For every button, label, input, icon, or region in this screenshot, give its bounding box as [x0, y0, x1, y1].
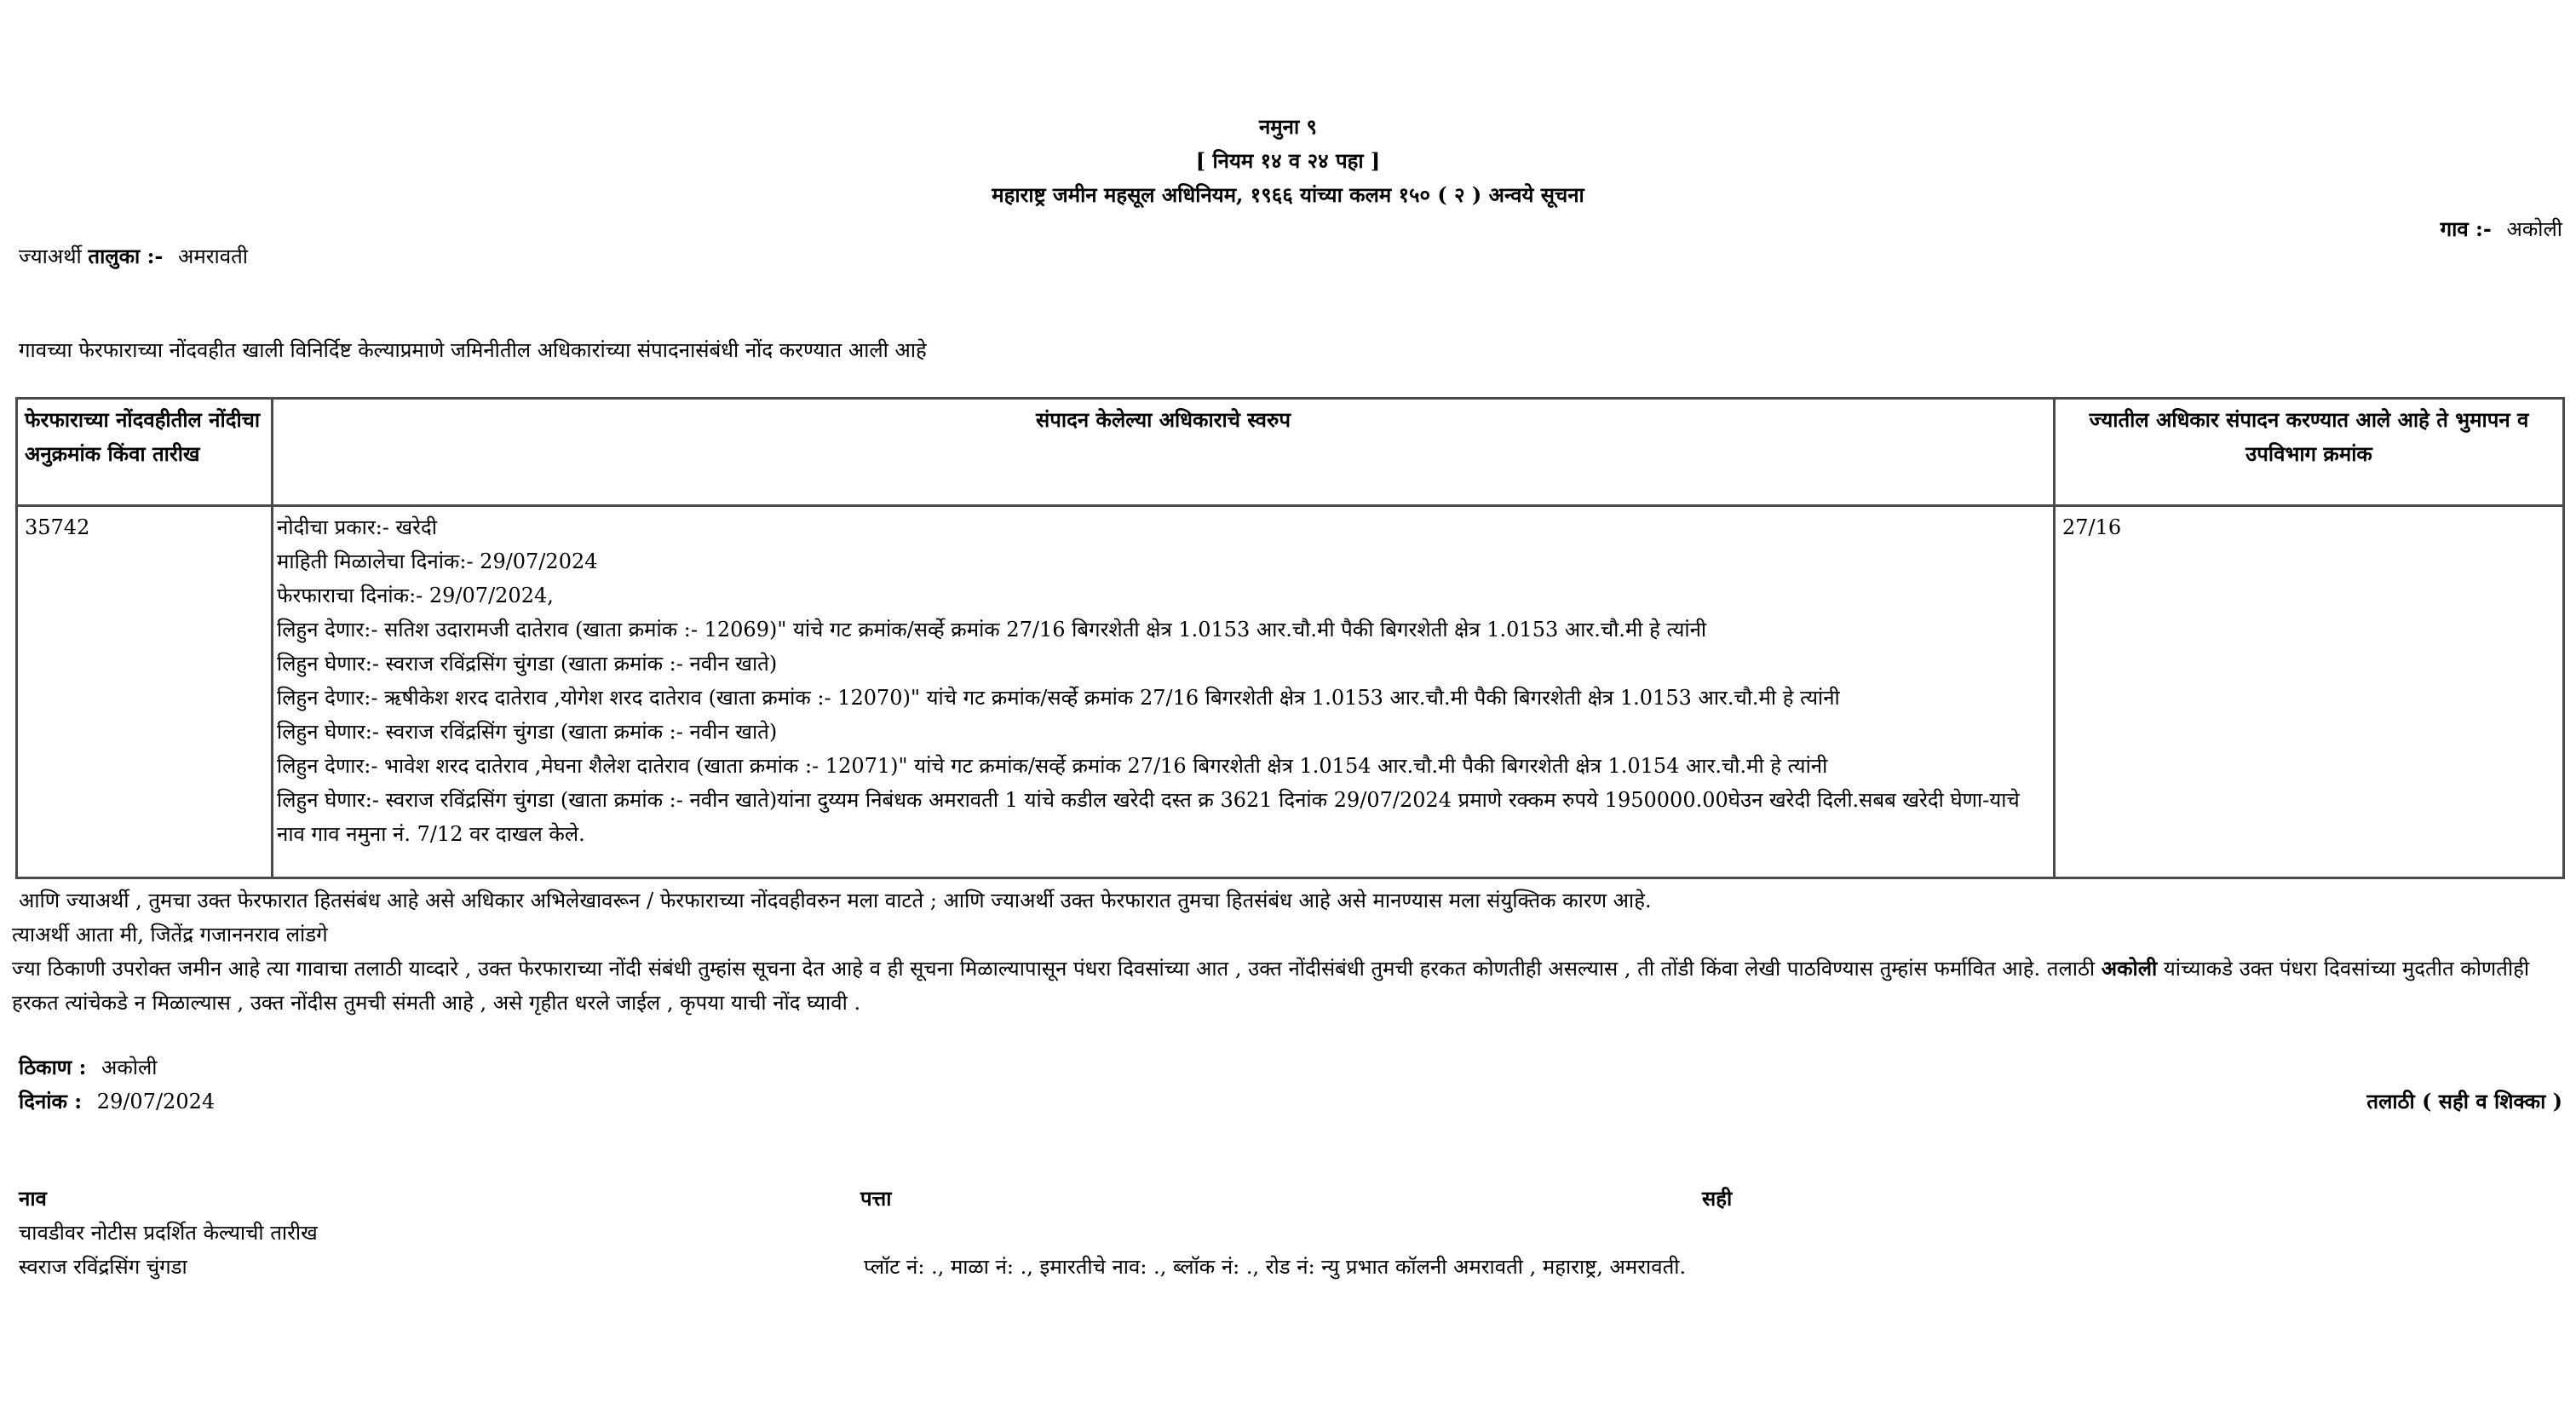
rule-reference: [ नियम १४ व २४ पहा ]	[1195, 148, 1381, 173]
table-header-row	[17, 399, 2564, 506]
recipient-name-header: नाव	[19, 1186, 47, 1211]
paragraph-notice-text-end: यांच्याकडे उक्त पंधरा दिवसांच्या मुदतीत कोणतीही	[2163, 957, 2530, 981]
col-entry-header-line1: फेरफाराच्या नोंदवहीतील नोंदीचा	[25, 407, 261, 432]
paragraph-interest: आणि ज्याअर्थी , तुमचा उक्त फेरफारात हितसंबंध आहे असे अधिकार अभिलेखावरून / फेरफाराच्या नोंदवहीवरुन मला वाटते ; आणि ज्याअर्थी उक्त फेरफारात तुमचा हितसंबंध आहे असे मानण्यास मला संयुक्तिक कारण आहे.	[19, 889, 1652, 912]
col-entry-header	[17, 399, 273, 506]
description-cell	[273, 506, 2055, 878]
survey-number: 27/16	[2055, 506, 2564, 878]
form-title: नमुना ९	[1258, 114, 1318, 139]
recipient-name: स्वराज रविंद्रसिंग चुंगडा	[19, 1255, 187, 1279]
notice-display-date-label: चावडीवर नोटीस प्रदर्शित केल्याची तारीख	[19, 1221, 318, 1245]
village-value: अकोली	[2506, 217, 2562, 241]
recipient-sign-header: सही	[1702, 1186, 1733, 1211]
place-value: अकोली	[101, 1056, 158, 1079]
date-value: 29/07/2024	[96, 1090, 216, 1113]
date-line	[19, 1087, 215, 1115]
description-line: माहिती मिळालेचा दिनांक:- 29/07/2024	[277, 550, 598, 573]
col-entry-header-line2: अनुक्रमांक किंवा तारीख	[25, 441, 200, 466]
village-label: गाव :-	[2440, 216, 2492, 241]
taluka-line	[19, 242, 248, 270]
paragraph-consent: हरकत त्यांचेकडे न मिळाल्यास , उक्त नोंदीस तुमची संमती आहे , असे गृहीत धरले जाईल , कृपया याची नोंद घ्यावी .	[12, 991, 861, 1015]
place-line	[19, 1053, 158, 1081]
paragraph-notice	[12, 954, 2564, 982]
recipient-address: प्लॉट नं: ., माळा नं: ., इमारतीचे नाव: ., ब्लॉक नं: ., रोड नं: न्यु प्रभात कॉलनी अमरावती , महाराष्ट्र, अमरावती.	[864, 1255, 1687, 1279]
col-survey-header: ज्यातील अधिकार संपादन करण्यात आले आहे ते भुमापन व उपविभाग क्रमांक	[2055, 399, 2564, 506]
taluka-label: तालुका :-	[88, 244, 164, 268]
taluka-value: अमरावती	[178, 245, 249, 268]
mutation-table	[15, 397, 2565, 879]
description-line: लिहुन देणार:- ऋषीकेश शरद दातेराव ,योगेश शरद दातेराव (खाता क्रमांक :- 12070)" यांचे गट क्रमांक/सर्व्हे क्रमांक 27/16 बिगरशेती क्षेत्र 1.0153 आर.चौ.मी पैकी बिगरशेती क्षेत्र 1.0153 आर.चौ.मी हे त्यांनी	[277, 686, 1840, 710]
description-line: नोदीचा प्रकार:- खरेदी	[277, 515, 437, 539]
description-line: लिहुन घेणार:- स्वराज रविंद्रसिंग चुंगडा (खाता क्रमांक :- नवीन खाते)	[277, 720, 778, 744]
description-line-last: लिहुन घेणार:- स्वराज रविंद्रसिंग चुंगडा (खाता क्रमांक :- नवीन खाते)यांना दुय्यम निबंधक अमरावती 1 यांचे कडील खरेदी दस्त क्र 3621 दिनांक 29/07/2024 प्रमाणे रक्कम रुपये 1950000.00घेउन खरेदी दिली.सबब खरेदी घेणा-याचे नाव गाव नमुना नं. 7/12 वर दाखल केले.	[277, 788, 2020, 846]
village-line	[2441, 215, 2562, 243]
act-title: महाराष्ट्र जमीन महसूल अधिनियम, १९६६ यांच्या कलम १५० ( २ ) अन्वये सूचना	[992, 182, 1584, 207]
table-row	[17, 506, 2564, 878]
talathi-signature-label: तलाठी ( सही व शिक्का )	[2366, 1089, 2562, 1113]
description-line: फेरफाराचा दिनांक:- 29/07/2024,	[277, 584, 554, 607]
recipient-address-header: पत्ता	[860, 1186, 892, 1211]
whereas-prefix: ज्याअर्थी	[19, 245, 82, 268]
paragraph-officer: त्याअर्थी आता मी, जितेंद्र गजाननराव लांडगे	[12, 923, 328, 947]
date-label: दिनांक :	[19, 1089, 83, 1113]
intro-text: गावच्या फेरफाराच्या नोंदवहीत खाली विनिर्दिष्ट केल्याप्रमाणे जमिनीतील अधिकारांच्या संपादनासंबंधी नोंद करण्यात आली आहे	[19, 338, 927, 362]
place-label: ठिकाण :	[19, 1055, 87, 1079]
col-nature-header: संपादन केलेल्या अधिकाराचे स्वरुप	[273, 399, 2055, 506]
paragraph-notice-text: ज्या ठिकाणी उपरोक्त जमीन आहे त्या गावाचा तलाठी याव्दारे , उक्त फेरफाराच्या नोंदी संबंधी तुम्हांस सूचना देत आहे व ही सूचना मिळाल्यापासून पंधरा दिवसांच्या आत , उक्त नोंदीसंबंधी तुमची हरकत कोणतीही असल्यास , ती तोंडी किंवा लेखी पाठविण्यास तुम्हांस फर्मावित आहे. तलाठी	[12, 957, 2096, 981]
description-line: लिहुन देणार:- भावेश शरद दातेराव ,मेघना शैलेश दातेराव (खाता क्रमांक :- 12071)" यांचे गट क्रमांक/सर्व्हे क्रमांक 27/16 बिगरशेती क्षेत्र 1.0154 आर.चौ.मी पैकी बिगरशेती क्षेत्र 1.0154 आर.चौ.मी हे त्यांनी	[277, 754, 1828, 778]
entry-number: 35742	[17, 506, 273, 878]
description-line: लिहुन देणार:- सतिश उदारामजी दातेराव (खाता क्रमांक :- 12069)" यांचे गट क्रमांक/सर्व्हे क्रमांक 27/16 बिगरशेती क्षेत्र 1.0153 आर.चौ.मी पैकी बिगरशेती क्षेत्र 1.0153 आर.चौ.मी हे त्यांनी	[277, 618, 1707, 642]
paragraph-notice-village: अकोली	[2101, 956, 2158, 981]
description-line: लिहुन घेणार:- स्वराज रविंद्रसिंग चुंगडा (खाता क्रमांक :- नवीन खाते)	[277, 652, 778, 676]
